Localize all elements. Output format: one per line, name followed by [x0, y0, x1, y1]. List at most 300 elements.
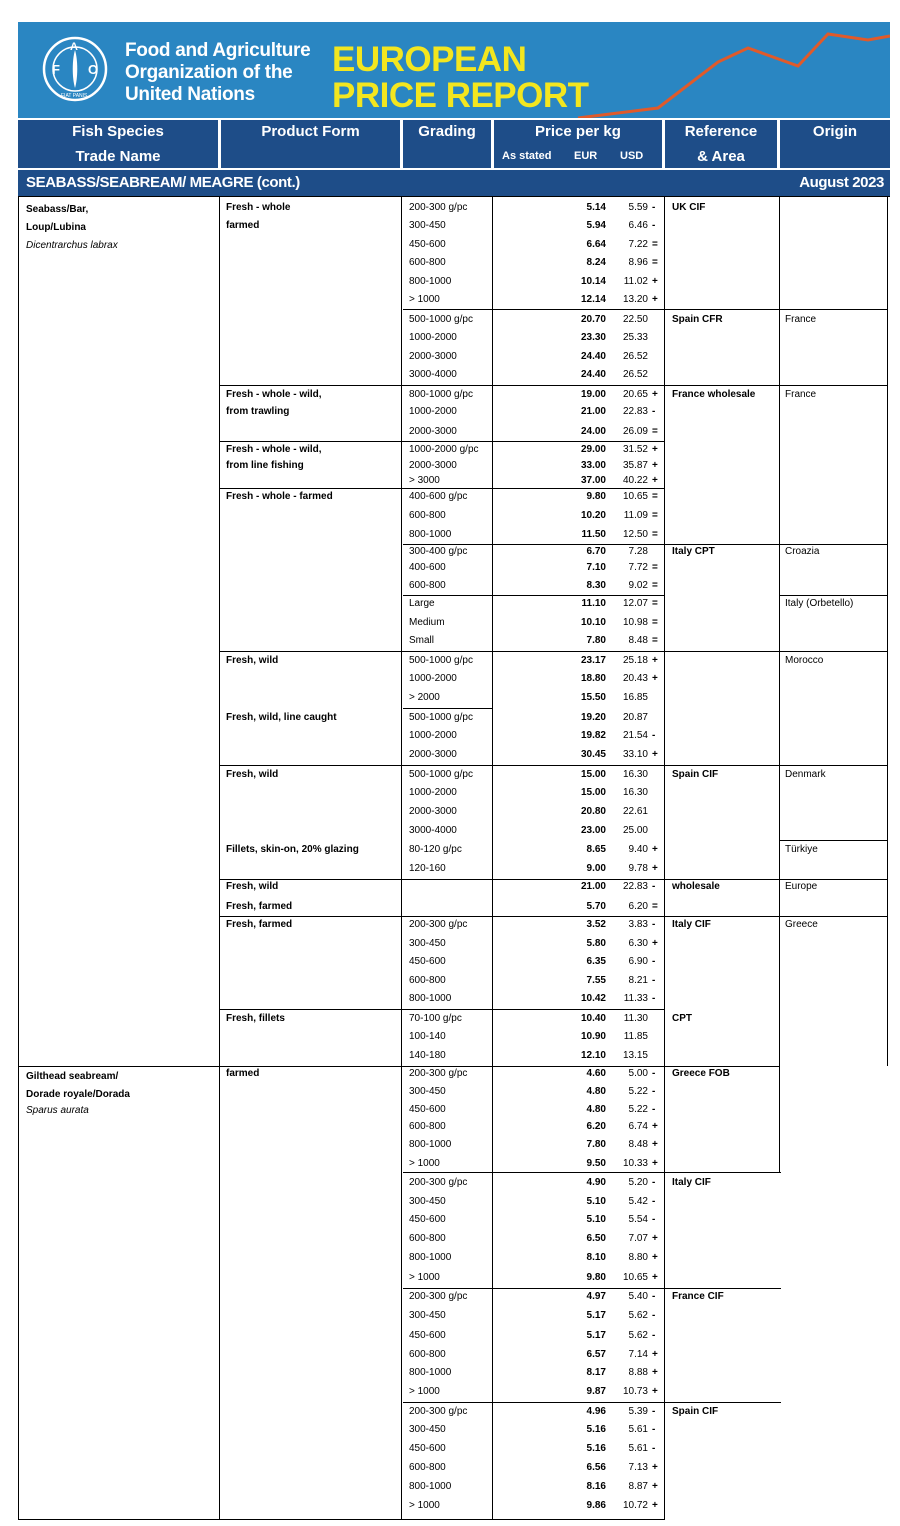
- price-eur: 6.56: [586, 1462, 606, 1473]
- price-eur: 5.14: [586, 202, 606, 213]
- grading-value: 120-160: [409, 863, 446, 874]
- table-gridline: [401, 196, 402, 1520]
- grading-value: 140-180: [409, 1050, 446, 1061]
- price-usd: 22.50: [622, 314, 648, 325]
- price-eur: 19.82: [580, 730, 606, 741]
- price-usd: 20.43: [622, 673, 648, 684]
- origin-country: Croazia: [785, 546, 820, 557]
- grading-value: 300-400 g/pc: [409, 546, 468, 557]
- origin-country: Europe: [785, 881, 818, 892]
- price-trend: =: [652, 239, 658, 250]
- price-eur: 6.70: [586, 546, 606, 557]
- price-usd: 8.80: [628, 1252, 648, 1263]
- species-name-seabream: Gilthead seabream/ Dorade royale/Dorada: [26, 1071, 130, 1100]
- grading-value: 300-450: [409, 1424, 446, 1435]
- grading-value: 500-1000 g/pc: [409, 769, 473, 780]
- grading-value: 800-1000: [409, 276, 452, 287]
- column-price-usd-label: USD: [620, 150, 644, 162]
- price-trend: =: [652, 635, 658, 646]
- grading-value: 600-800: [409, 1349, 446, 1360]
- price-eur: 15.50: [580, 692, 606, 703]
- table-gridline: [219, 196, 220, 1520]
- price-usd: 7.14: [628, 1349, 648, 1360]
- price-usd: 8.21: [628, 975, 648, 986]
- grading-value: Small: [409, 635, 435, 646]
- price-trend: +: [652, 844, 658, 855]
- table-gridline: [779, 385, 887, 386]
- price-trend: -: [652, 1068, 656, 1079]
- table-gridline: [18, 196, 890, 197]
- origin-country: Denmark: [785, 769, 826, 780]
- price-trend: +: [652, 444, 658, 455]
- price-eur: 4.60: [586, 1068, 606, 1079]
- price-eur: 5.80: [586, 938, 606, 949]
- grading-value: > 1000: [409, 294, 440, 305]
- table-gridline: [219, 488, 664, 489]
- column-header-reference: [665, 120, 777, 168]
- column-species-label: Fish Species: [72, 123, 164, 140]
- grading-value: > 1000: [409, 1500, 440, 1511]
- price-eur: 10.10: [580, 617, 606, 628]
- price-trend: +: [652, 749, 658, 760]
- grading-value: 600-800: [409, 580, 446, 591]
- price-eur: 11.10: [581, 598, 606, 609]
- price-usd: 10.98: [622, 617, 648, 628]
- price-trend: +: [652, 389, 658, 400]
- reference-area: Italy CPT: [672, 546, 715, 557]
- price-eur: 5.10: [586, 1214, 606, 1225]
- table-gridline: [664, 196, 665, 1520]
- price-trend: -: [652, 956, 656, 967]
- column-header-species: [18, 120, 218, 168]
- price-eur: 19.20: [580, 712, 606, 723]
- product-form: Fresh, wild, line caught: [226, 712, 337, 723]
- price-eur: 5.17: [586, 1310, 606, 1321]
- price-trend: +: [652, 1462, 658, 1473]
- price-eur: 8.30: [586, 580, 606, 591]
- reference-area: Italy CIF: [672, 1177, 711, 1188]
- price-trend: +: [652, 1386, 658, 1397]
- grading-value: > 2000: [409, 692, 440, 703]
- grading-value: 800-1000: [409, 1252, 452, 1263]
- price-eur: 5.70: [586, 901, 606, 912]
- price-eur: 19.00: [580, 389, 606, 400]
- price-eur: 9.86: [586, 1500, 606, 1511]
- price-eur: 5.16: [586, 1424, 606, 1435]
- price-trend: -: [652, 1443, 656, 1454]
- grading-value: 800-1000: [409, 1481, 452, 1492]
- reference-area: UK CIF: [672, 202, 706, 213]
- price-eur: 4.96: [586, 1406, 606, 1417]
- table-gridline: [403, 544, 664, 545]
- price-trend: =: [652, 617, 658, 628]
- table-gridline: [492, 196, 493, 1520]
- product-form: from line fishing: [226, 460, 304, 471]
- price-eur: 4.80: [586, 1104, 606, 1115]
- price-usd: 21.54: [622, 730, 648, 741]
- price-usd: 7.13: [628, 1462, 648, 1473]
- price-trend: +: [652, 1158, 658, 1169]
- price-eur: 9.80: [586, 491, 606, 502]
- price-eur: 4.80: [586, 1086, 606, 1097]
- price-usd: 16.30: [622, 769, 648, 780]
- origin-country: Italy (Orbetello): [785, 598, 854, 609]
- price-eur: 30.45: [580, 749, 606, 760]
- price-eur: 23.30: [580, 332, 606, 343]
- species-latin-seabass: Dicentrarchus labrax: [26, 240, 118, 251]
- grading-value: 450-600: [409, 1214, 446, 1225]
- price-usd: 6.74: [628, 1121, 648, 1132]
- table-gridline: [18, 1066, 780, 1067]
- price-usd: 5.54: [628, 1214, 648, 1225]
- grading-value: 300-450: [409, 1086, 446, 1097]
- table-gridline: [403, 1402, 781, 1403]
- price-trend: +: [652, 863, 658, 874]
- price-usd: 3.83: [628, 919, 648, 930]
- price-trend: -: [652, 1104, 656, 1115]
- grading-value: 2000-3000: [409, 749, 457, 760]
- price-usd: 16.85: [622, 692, 648, 703]
- price-trend: +: [652, 276, 658, 287]
- grading-value: 800-1000: [409, 993, 452, 1004]
- price-usd: 25.00: [622, 825, 648, 836]
- price-trend: =: [652, 598, 658, 609]
- column-area-label: & Area: [697, 148, 745, 165]
- price-eur: 11.50: [581, 529, 606, 540]
- column-grading-label: Grading: [418, 123, 476, 140]
- grading-value: 800-1000: [409, 1139, 452, 1150]
- price-eur: 20.70: [580, 314, 606, 325]
- price-trend: -: [652, 1424, 656, 1435]
- price-eur: 6.57: [586, 1349, 606, 1360]
- price-trend: -: [652, 1214, 656, 1225]
- price-trend: -: [652, 1406, 656, 1417]
- price-eur: 15.00: [580, 769, 606, 780]
- price-eur: 8.65: [586, 844, 606, 855]
- reference-area: France wholesale: [672, 389, 756, 400]
- svg-text:A: A: [70, 41, 78, 53]
- price-usd: 35.87: [622, 460, 648, 471]
- price-eur: 10.90: [580, 1031, 606, 1042]
- price-trend: -: [652, 1310, 656, 1321]
- product-form: farmed: [226, 1068, 260, 1079]
- price-usd: 5.22: [628, 1104, 648, 1115]
- grading-value: 450-600: [409, 956, 446, 967]
- price-eur: 20.80: [580, 806, 606, 817]
- table-gridline: [18, 1519, 664, 1520]
- table-gridline: [403, 708, 493, 709]
- price-trend: =: [652, 580, 658, 591]
- price-trend: =: [652, 426, 658, 437]
- price-usd: 5.39: [628, 1406, 648, 1417]
- grading-value: 300-450: [409, 1196, 446, 1207]
- grading-value: 300-450: [409, 220, 446, 231]
- product-form: Fresh, wild: [226, 881, 279, 892]
- price-trend: +: [652, 1252, 658, 1263]
- price-usd: 6.46: [628, 220, 648, 231]
- grading-value: 100-140: [409, 1031, 446, 1042]
- price-trend: =: [652, 562, 658, 573]
- svg-text:FIAT PANIS: FIAT PANIS: [61, 93, 88, 99]
- report-title: EUROPEAN PRICE REPORT: [332, 40, 589, 115]
- price-usd: 31.52: [622, 444, 648, 455]
- column-trade-name-label: Trade Name: [75, 148, 161, 165]
- price-usd: 7.07: [628, 1233, 648, 1244]
- section-title: SEABASS/SEABREAM/ MEAGRE (cont.): [26, 174, 300, 191]
- price-eur: 9.50: [586, 1158, 606, 1169]
- price-trend: -: [652, 1196, 656, 1207]
- grading-value: 450-600: [409, 239, 446, 250]
- price-trend: -: [652, 1330, 656, 1341]
- price-eur: 18.80: [580, 673, 606, 684]
- price-trend: +: [652, 1272, 658, 1283]
- price-usd: 8.87: [628, 1481, 648, 1492]
- price-eur: 9.87: [586, 1386, 606, 1397]
- grading-value: 1000-2000: [409, 673, 457, 684]
- price-eur: 6.35: [586, 956, 606, 967]
- price-trend: +: [652, 1121, 658, 1132]
- price-eur: 23.00: [580, 825, 606, 836]
- grading-value: 600-800: [409, 510, 446, 521]
- grading-value: 200-300 g/pc: [409, 1291, 468, 1302]
- price-usd: 12.50: [622, 529, 648, 540]
- origin-country: France: [785, 314, 817, 325]
- price-trend: -: [652, 1177, 656, 1188]
- product-form: Fresh, farmed: [226, 901, 293, 912]
- grading-value: 600-800: [409, 1121, 446, 1132]
- grading-value: 1000-2000: [409, 406, 457, 417]
- price-eur: 12.10: [580, 1050, 606, 1061]
- price-trend: -: [652, 220, 656, 231]
- column-header-grading: [403, 120, 491, 168]
- grading-value: 400-600 g/pc: [409, 491, 468, 502]
- price-eur: 4.90: [586, 1177, 606, 1188]
- grading-value: 1000-2000 g/pc: [409, 444, 479, 455]
- grading-value: 1000-2000: [409, 787, 457, 798]
- price-eur: 8.16: [586, 1481, 606, 1492]
- table-gridline: [779, 765, 887, 766]
- price-usd: 8.88: [628, 1367, 648, 1378]
- price-usd: 10.72: [622, 1500, 648, 1511]
- grading-value: 200-300 g/pc: [409, 919, 468, 930]
- grading-value: Medium: [409, 617, 445, 628]
- grading-value: 800-1000: [409, 529, 452, 540]
- grading-value: 500-1000 g/pc: [409, 655, 473, 666]
- price-trend: =: [652, 529, 658, 540]
- report-date: August 2023: [799, 174, 884, 191]
- price-eur: 12.14: [580, 294, 606, 305]
- price-usd: 26.52: [622, 351, 648, 362]
- grading-value: 200-300 g/pc: [409, 202, 468, 213]
- grading-value: 2000-3000: [409, 351, 457, 362]
- price-eur: 5.17: [586, 1330, 606, 1341]
- grading-value: Large: [409, 598, 435, 609]
- table-gridline: [779, 840, 887, 841]
- price-usd: 5.62: [628, 1330, 648, 1341]
- table-gridline: [18, 196, 19, 1520]
- grading-value: 300-450: [409, 938, 446, 949]
- grading-value: > 1000: [409, 1158, 440, 1169]
- price-eur: 9.00: [586, 863, 606, 874]
- section-bar: [18, 170, 890, 196]
- price-eur: 10.20: [580, 510, 606, 521]
- price-usd: 11.30: [623, 1013, 648, 1024]
- svg-text:O: O: [88, 62, 99, 77]
- price-eur: 7.10: [586, 562, 606, 573]
- reference-area: Spain CIF: [672, 769, 719, 780]
- price-usd: 25.18: [622, 655, 648, 666]
- price-usd: 5.00: [628, 1068, 648, 1079]
- origin-country: Greece: [785, 919, 818, 930]
- reference-area: CPT: [672, 1013, 692, 1024]
- product-form: Fresh, wild: [226, 769, 279, 780]
- price-trend: +: [652, 294, 658, 305]
- price-eur: 29.00: [580, 444, 606, 455]
- table-gridline: [665, 309, 887, 310]
- price-usd: 5.61: [628, 1424, 648, 1435]
- grading-value: 450-600: [409, 1330, 446, 1341]
- price-trend: +: [652, 1481, 658, 1492]
- price-usd: 9.40: [628, 844, 648, 855]
- reference-area: France CIF: [672, 1291, 724, 1302]
- price-trend: -: [652, 1086, 656, 1097]
- price-usd: 6.30: [628, 938, 648, 949]
- price-usd: 11.09: [623, 510, 648, 521]
- table-gridline: [403, 595, 664, 596]
- grading-value: 500-1000 g/pc: [409, 712, 473, 723]
- price-eur: 7.55: [586, 975, 606, 986]
- column-price-eur-label: EUR: [574, 150, 598, 162]
- price-trend: =: [652, 510, 658, 521]
- price-eur: 5.10: [586, 1196, 606, 1207]
- grading-value: 800-1000: [409, 1367, 452, 1378]
- price-trend: -: [652, 406, 656, 417]
- column-header-origin: [780, 120, 890, 168]
- price-usd: 22.83: [622, 406, 648, 417]
- table-gridline: [665, 544, 887, 545]
- reference-area: Italy CIF: [672, 919, 711, 930]
- column-price-label: Price per kg: [535, 123, 621, 140]
- price-usd: 7.22: [628, 239, 648, 250]
- grading-value: 450-600: [409, 1104, 446, 1115]
- product-form: Fillets, skin-on, 20% glazing: [226, 844, 359, 855]
- price-usd: 6.90: [628, 956, 648, 967]
- price-eur: 8.17: [586, 1367, 606, 1378]
- table-gridline: [779, 595, 887, 596]
- price-usd: 8.48: [628, 635, 648, 646]
- column-price-stated-label: As stated: [502, 150, 552, 162]
- grading-value: 450-600: [409, 1443, 446, 1454]
- grading-value: 400-600: [409, 562, 446, 573]
- price-trend: -: [652, 730, 656, 741]
- price-usd: 6.20: [628, 901, 648, 912]
- column-reference-label: Reference: [684, 123, 758, 140]
- reference-area: Spain CIF: [672, 1406, 719, 1417]
- price-usd: 7.28: [628, 546, 648, 557]
- price-eur: 10.42: [580, 993, 606, 1004]
- grading-value: 1000-2000: [409, 332, 457, 343]
- organization-name: Food and Agriculture Organization of the United Nations: [125, 40, 311, 105]
- grading-value: 200-300 g/pc: [409, 1068, 468, 1079]
- grading-value: 200-300 g/pc: [409, 1406, 468, 1417]
- grading-value: 2000-3000: [409, 806, 457, 817]
- price-trend: +: [652, 673, 658, 684]
- price-trend: -: [652, 202, 656, 213]
- grading-value: 80-120 g/pc: [409, 844, 462, 855]
- price-usd: 5.20: [628, 1177, 648, 1188]
- price-usd: 10.65: [622, 1272, 648, 1283]
- price-usd: 33.10: [622, 749, 648, 760]
- price-usd: 16.30: [622, 787, 648, 798]
- price-eur: 8.10: [586, 1252, 606, 1263]
- column-header-product: [221, 120, 400, 168]
- svg-text:F: F: [52, 62, 60, 77]
- price-usd: 11.85: [623, 1031, 648, 1042]
- price-eur: 6.64: [586, 239, 606, 250]
- price-trend: +: [652, 1139, 658, 1150]
- price-usd: 26.09: [622, 426, 648, 437]
- price-usd: 20.87: [622, 712, 648, 723]
- price-usd: 20.65: [622, 389, 648, 400]
- price-usd: 5.22: [628, 1086, 648, 1097]
- price-usd: 9.02: [628, 580, 648, 591]
- product-form: from trawling: [226, 406, 290, 417]
- price-eur: 9.80: [586, 1272, 606, 1283]
- price-eur: 37.00: [580, 475, 606, 486]
- grading-value: > 1000: [409, 1272, 440, 1283]
- product-form: Fresh - whole - farmed: [226, 491, 333, 502]
- price-eur: 6.20: [586, 1121, 606, 1132]
- price-trend: -: [652, 975, 656, 986]
- grading-value: 600-800: [409, 1233, 446, 1244]
- grading-value: 600-800: [409, 257, 446, 268]
- price-usd: 10.73: [622, 1386, 648, 1397]
- price-usd: 11.02: [623, 276, 648, 287]
- product-form: farmed: [226, 220, 260, 231]
- price-eur: 6.50: [586, 1233, 606, 1244]
- price-usd: 26.52: [622, 369, 648, 380]
- table-gridline: [779, 916, 887, 917]
- price-usd: 8.48: [628, 1139, 648, 1150]
- price-usd: 5.40: [628, 1291, 648, 1302]
- price-eur: 33.00: [580, 460, 606, 471]
- grading-value: 3000-4000: [409, 825, 457, 836]
- price-eur: 4.97: [586, 1291, 606, 1302]
- price-usd: 12.07: [622, 598, 648, 609]
- fao-logo-icon: [42, 36, 108, 102]
- species-name-seabass: Seabass/Bar, Loup/Lubina: [26, 204, 89, 233]
- price-usd: 5.61: [628, 1443, 648, 1454]
- price-eur: 5.94: [586, 220, 606, 231]
- table-gridline: [887, 196, 888, 1066]
- price-usd: 5.59: [628, 202, 648, 213]
- price-usd: 11.33: [623, 993, 648, 1004]
- price-usd: 25.33: [622, 332, 648, 343]
- price-trend: +: [652, 475, 658, 486]
- price-usd: 5.42: [628, 1196, 648, 1207]
- price-eur: 10.40: [580, 1013, 606, 1024]
- price-trend: +: [652, 1349, 658, 1360]
- grading-value: 2000-3000: [409, 460, 457, 471]
- grading-value: > 3000: [409, 475, 440, 486]
- price-usd: 22.83: [622, 881, 648, 892]
- price-eur: 7.80: [586, 1139, 606, 1150]
- price-trend: +: [652, 460, 658, 471]
- grading-value: 200-300 g/pc: [409, 1177, 468, 1188]
- price-trend: +: [652, 655, 658, 666]
- grading-value: 300-450: [409, 1310, 446, 1321]
- price-usd: 40.22: [622, 475, 648, 486]
